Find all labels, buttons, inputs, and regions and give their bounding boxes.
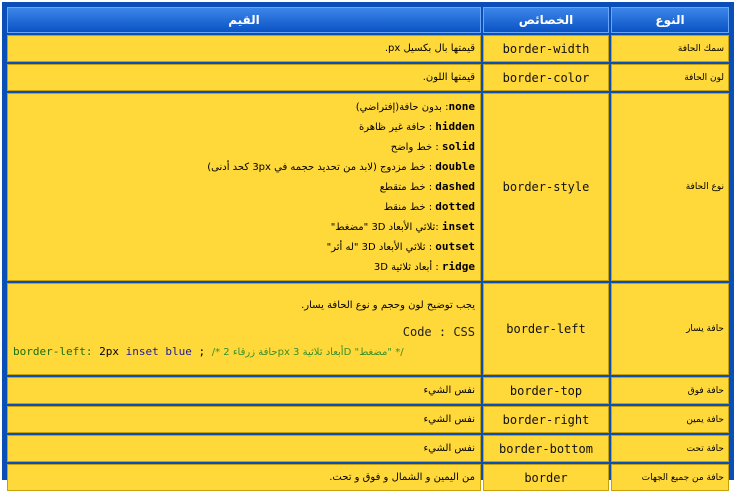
style-item	[13, 217, 475, 237]
table-row	[7, 464, 729, 491]
table-row	[7, 64, 729, 91]
style-item	[13, 197, 475, 217]
row-type: حافة يسار	[611, 283, 729, 375]
style-item	[13, 237, 475, 257]
style-keyword: ridge	[441, 260, 475, 273]
style-keyword: solid	[441, 140, 475, 153]
row-type: نوع الحافة	[611, 93, 729, 281]
row-property: border-left	[483, 283, 609, 375]
row-value: من اليمين و الشمال و فوق و تحت.	[7, 464, 481, 491]
row-type: لون الحافة	[611, 64, 729, 91]
style-description: :ثلاثي الأبعاد 3D "مضغط"	[330, 222, 442, 233]
style-description: : أبعاد ثلاثية 3D	[373, 262, 442, 273]
row-type: حافة من جميع الجهات	[611, 464, 729, 491]
table-row	[7, 377, 729, 404]
border-left-values	[7, 283, 481, 375]
row-value: قيمتها بال بكسيل px.	[7, 35, 481, 62]
table-row	[7, 406, 729, 433]
table-row	[7, 93, 729, 281]
style-keyword: hidden	[435, 120, 475, 133]
row-property: border-color	[483, 64, 609, 91]
table-row	[7, 283, 729, 375]
code-keyword-inset: inset	[125, 345, 159, 358]
header-property: الخصائص	[483, 7, 609, 33]
row-type: حافة تحت	[611, 435, 729, 462]
style-item	[13, 137, 475, 157]
style-keyword: dashed	[435, 180, 475, 193]
style-item	[13, 117, 475, 137]
style-description: : حافة غير ظاهرة	[358, 122, 436, 133]
style-item	[13, 257, 475, 277]
header-values: القيم	[7, 7, 481, 33]
table-header-row	[7, 7, 729, 33]
table-row	[7, 35, 729, 62]
row-type: حافة يمين	[611, 406, 729, 433]
code-semicolon: ;	[191, 345, 206, 358]
row-property: border-right	[483, 406, 609, 433]
style-item	[13, 97, 475, 117]
style-keyword: inset	[441, 220, 475, 233]
style-item	[13, 177, 475, 197]
row-property: border-top	[483, 377, 609, 404]
css-border-properties-table	[5, 5, 731, 493]
style-item	[13, 157, 475, 177]
table-row	[7, 435, 729, 462]
style-description: : خط واضح	[390, 142, 442, 153]
row-type: حافة فوق	[611, 377, 729, 404]
code-value: 2px	[92, 345, 126, 358]
style-keyword: none	[448, 100, 475, 113]
border-style-values	[7, 93, 481, 281]
style-description: : خط مزدوج (لابد من تحديد حجمه في 3px كحد أدنى)	[207, 162, 436, 173]
row-property: border	[483, 464, 609, 491]
code-comment: /* حافة زرقاء 2px أبعاد ثلاثية 3D "مضغط" */	[211, 347, 404, 358]
border-left-intro: يجب توضيح لون وحجم و نوع الحافة يسار.	[301, 300, 475, 311]
style-keyword: double	[435, 160, 475, 173]
style-description: : خط منقط	[383, 202, 436, 213]
code-example	[13, 342, 475, 362]
row-value: نفس الشيء	[7, 377, 481, 404]
style-keyword: dotted	[435, 200, 475, 213]
style-description: : خط متقطع	[379, 182, 436, 193]
style-description: : بدون حافة(إفتراضي)	[355, 102, 449, 113]
header-type: النوع	[611, 7, 729, 33]
row-value: نفس الشيء	[7, 435, 481, 462]
row-value: نفس الشيء	[7, 406, 481, 433]
row-property: border-bottom	[483, 435, 609, 462]
style-description: : ثلاثي الأبعاد 3D "له أثر"	[326, 242, 436, 253]
code-label: Code : CSS	[402, 325, 475, 339]
properties-table-frame	[2, 2, 734, 485]
row-property: border-width	[483, 35, 609, 62]
code-keyword-blue: blue	[158, 345, 192, 358]
row-type: سمك الحافة	[611, 35, 729, 62]
code-property: border-left:	[13, 345, 93, 358]
row-value: قيمتها اللون.	[7, 64, 481, 91]
style-keyword: outset	[435, 240, 475, 253]
row-property: border-style	[483, 93, 609, 281]
